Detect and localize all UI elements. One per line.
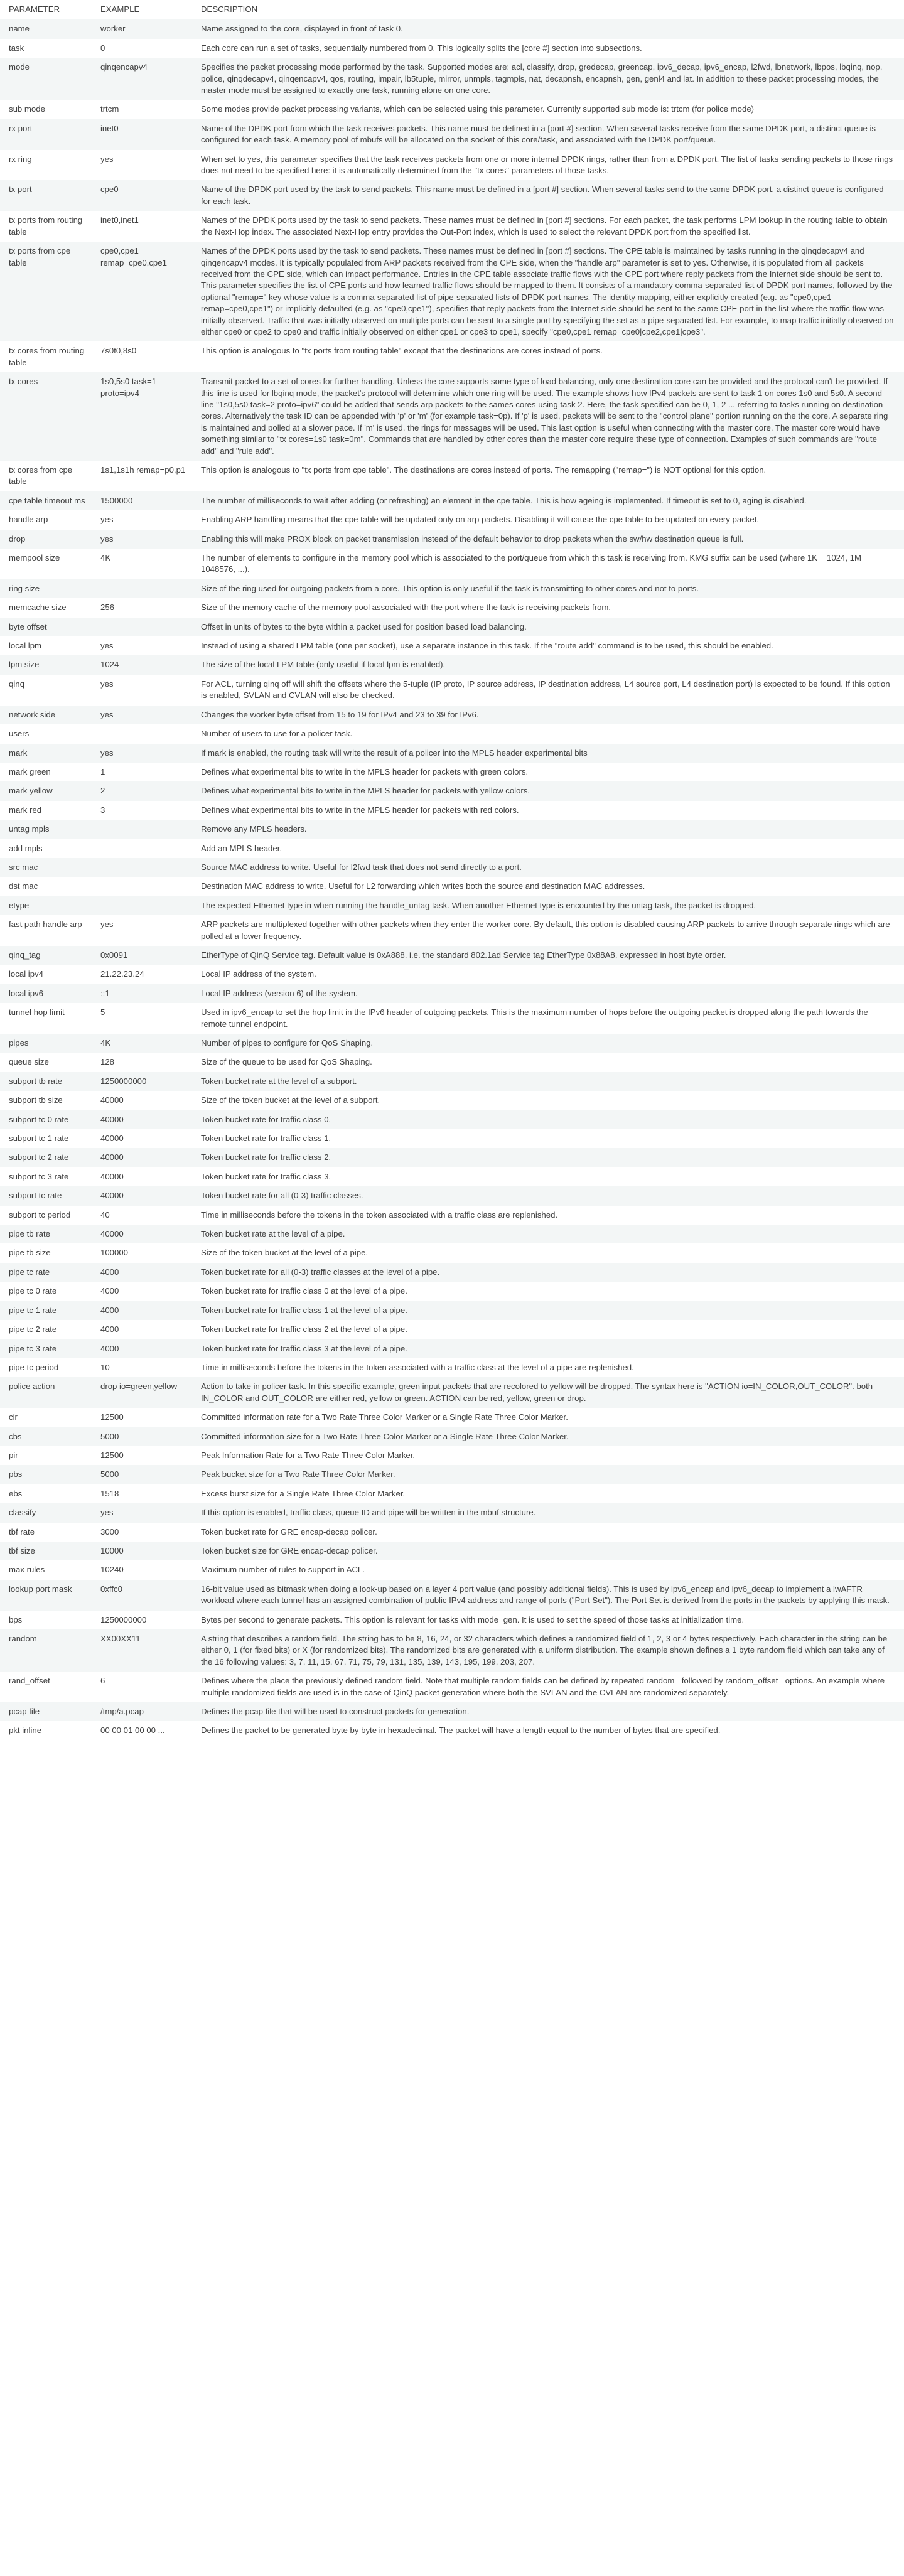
parameter-cell: subport tc 0 rate	[0, 1110, 92, 1129]
example-cell: qinqencapv4	[92, 58, 192, 100]
example-cell: 7s0t0,8s0	[92, 341, 192, 372]
parameter-cell: subport tc 2 rate	[0, 1148, 92, 1167]
table-row	[0, 1072, 904, 1091]
example-cell	[92, 858, 192, 877]
table-row	[0, 1408, 904, 1427]
parameter-cell: mark yellow	[0, 781, 92, 800]
parameter-cell: name	[0, 19, 92, 39]
description-cell: Enabling ARP handling means that the cpe table will be updated only on arp packets. Disabling it will cause the cpe table to be updated on every packet.	[192, 510, 904, 529]
parameter-cell: pipe tc 1 rate	[0, 1301, 92, 1320]
parameter-cell: bps	[0, 1611, 92, 1629]
parameter-cell: tbf size	[0, 1542, 92, 1560]
example-cell: 10000	[92, 1542, 192, 1560]
description-cell: For ACL, turning qinq off will shift the offsets where the 5-tuple (IP proto, IP source address, IP destination address, L4 source port, L4 destination port) is expected to be found. If this option is enabled, SVLAN and CVLAN will also be checked.	[192, 675, 904, 706]
parameter-cell: pipe tc 2 rate	[0, 1320, 92, 1339]
example-cell: 1518	[92, 1484, 192, 1503]
parameter-cell: tx cores from cpe table	[0, 461, 92, 491]
example-cell: inet0	[92, 119, 192, 150]
example-cell: yes	[92, 675, 192, 706]
example-cell: 40000	[92, 1186, 192, 1205]
parameter-cell: sub mode	[0, 100, 92, 119]
description-cell: Token bucket rate for traffic class 3 at the level of a pipe.	[192, 1339, 904, 1358]
description-cell: ARP packets are multiplexed together with other packets when they enter the worker core. By default, this option is disabled causing ARP packets to arrive through separate rings which are polled at a lower frequency.	[192, 915, 904, 946]
table-row	[0, 1702, 904, 1721]
table-row	[0, 1560, 904, 1579]
parameter-cell: subport tc period	[0, 1206, 92, 1225]
description-cell: Size of the queue to be used for QoS Shaping.	[192, 1053, 904, 1071]
parameter-cell: classify	[0, 1503, 92, 1522]
example-cell: 00 00 01 00 00 ...	[92, 1721, 192, 1740]
table-row	[0, 1611, 904, 1629]
table-row	[0, 675, 904, 706]
parameter-cell: tunnel hop limit	[0, 1003, 92, 1034]
parameter-cell: rx port	[0, 119, 92, 150]
description-cell: Offset in units of bytes to the byte within a packet used for position based load balancing.	[192, 618, 904, 636]
table-header-row	[0, 0, 904, 19]
example-cell: drop io=green,yellow	[92, 1377, 192, 1408]
parameter-cell: rand_offset	[0, 1672, 92, 1702]
example-cell: 4K	[92, 1034, 192, 1053]
table-row	[0, 579, 904, 598]
description-cell: Number of users to use for a policer task.	[192, 724, 904, 743]
example-cell: 256	[92, 598, 192, 617]
description-cell: Size of the ring used for outgoing packets from a core. This option is only useful if the task is transmitting to other cores and not to ports.	[192, 579, 904, 598]
description-cell: Defines the packet to be generated byte by byte in hexadecimal. The packet will have a length equal to the number of bytes that are specified.	[192, 1721, 904, 1740]
example-cell: worker	[92, 19, 192, 39]
description-cell: Transmit packet to a set of cores for further handling. Unless the core supports some type of load balancing, only one destination core can be provided and the protocol can't be provided. If this line is used for lbqinq mode, the packet's protocol will determine which one ring will be used. The example shows how IPv4 packets are sent to task 1 on cores 1s0 and 5s0. A second line "1s0,5s0 task=2 proto=ipv6" could be added that sends arp packets to the sames cores using task 2. Here, the task specified can be 0, 1, 2 ... referring to tasks running on destination cores. Alternatively the task ID can be appended with 'p' or 'm' (for example task=0p). If 'p' is used, packets will be sent to the "control plane" portion running on the the core. A separate ring is maintained and polled at a slower pace. If 'm' is used, the rings for messages will be used. This last option is useful when connecting with the master core. The master core would have something similar to "tx cores=1s0 task=0m". Commands that are handled by other cores than the master core require these type of connection. Examples of such commands are "route add" and "rule add".	[192, 372, 904, 461]
description-cell: Time in milliseconds before the tokens in the token associated with a traffic class are replenished.	[192, 1206, 904, 1225]
parameter-cell: pipe tc rate	[0, 1263, 92, 1282]
table-row	[0, 896, 904, 915]
example-cell: 0	[92, 39, 192, 58]
parameter-cell: queue size	[0, 1053, 92, 1071]
description-cell: Defines what experimental bits to write in the MPLS header for packets with green colors.	[192, 763, 904, 781]
example-cell: 40000	[92, 1110, 192, 1129]
table-row	[0, 1320, 904, 1339]
parameter-cell: pipe tc 0 rate	[0, 1282, 92, 1301]
parameter-cell: local ipv4	[0, 965, 92, 984]
example-cell: 40000	[92, 1129, 192, 1148]
parameter-cell: pbs	[0, 1465, 92, 1484]
example-cell: 4000	[92, 1320, 192, 1339]
example-cell: 0x0091	[92, 946, 192, 965]
example-cell: 6	[92, 1672, 192, 1702]
table-row	[0, 877, 904, 896]
table-row	[0, 510, 904, 529]
example-cell: yes	[92, 744, 192, 763]
parameter-cell: subport tc 3 rate	[0, 1167, 92, 1186]
description-cell: EtherType of QinQ Service tag. Default value is 0xA888, i.e. the standard 802.1ad Service tag EtherType 0x88A8, expressed in host byte order.	[192, 946, 904, 965]
parameter-cell: subport tb rate	[0, 1072, 92, 1091]
parameter-cell: tx port	[0, 180, 92, 211]
parameter-cell: pcap file	[0, 1702, 92, 1721]
example-cell: /tmp/a.pcap	[92, 1702, 192, 1721]
description-cell: Bytes per second to generate packets. This option is relevant for tasks with mode=gen. It is used to set the speed of those tasks at initialization time.	[192, 1611, 904, 1629]
table-row	[0, 100, 904, 119]
example-cell: 12500	[92, 1408, 192, 1427]
description-cell: Committed information rate for a Two Rate Three Color Marker or a Single Rate Three Color Marker.	[192, 1408, 904, 1427]
table-row	[0, 636, 904, 655]
parameter-cell: pkt inline	[0, 1721, 92, 1740]
description-cell: Token bucket rate for traffic class 2 at the level of a pipe.	[192, 1320, 904, 1339]
description-cell: A string that describes a random field. The string has to be 8, 16, 24, or 32 characters which defines a randomized field of 1, 2, 3 or 4 bytes respectively. Each character in the string can be either 0, 1 (for fixed bits) or X (for randomized bits). The randomized bits are generated with a uniform distribution. The example shown defines a 1 byte random field which can take any of the 16 following values: 3, 7, 11, 15, 67, 71, 75, 79, 131, 135, 139, 143, 195, 199, 203, 207.	[192, 1629, 904, 1672]
description-cell: The size of the local LPM table (only useful if local lpm is enabled).	[192, 655, 904, 674]
parameter-cell: handle arp	[0, 510, 92, 529]
description-cell: Specifies the packet processing mode performed by the task. Supported modes are: acl, classify, drop, gredecap, greencap, ipv6_decap, ipv6_encap, l2fwd, lbnetwork, lbpos, lbqinq, nop, police, qinqdecapv4, qinqencapv4, qos, routing, impair, lb5tuple, mirror, unmpls, tagmpls, nat, decapnsh, encapnsh, gen, genl4 and lat. In addition to these packet processing modes, the master mode must be assigned to exactly one task, running alone on one core.	[192, 58, 904, 100]
example-cell	[92, 877, 192, 896]
example-cell: yes	[92, 1503, 192, 1522]
parameter-cell: users	[0, 724, 92, 743]
example-cell: 128	[92, 1053, 192, 1071]
description-cell: Names of the DPDK ports used by the task to send packets. These names must be defined in [port #] sections. The CPE table is maintained by tasks running in the qinqdecapv4 and qinqencapv4 modes. It is typically populated from ARP packets received from the CPE side, when the "handle arp" parameter is set to yes. Otherwise, it is populated from all packets received from the CPE side, which can impact performance. Entries in the CPE table associate traffic flows with the CPE port where reply packets from the Internet side should be sent to. This parameter specifies the list of CPE ports and how learned traffic flows should be mapped to them. It consists of a mandatory comma-separated list of DPDK port names, followed by the optional "remap=" key whose value is a comma-separated list of pipe-separated lists of DPDK port names. The identity mapping, either explicitly created (e.g. as "cpe0,cpe1 remap=cpe0,cpe1") or implicitly defaulted (e.g. as "cpe0,cpe1"), specifies that reply packets from the Internet side should be sent to the same CPE port in the list where the traffic flow was initially observed. Traffic that was initially observed on multiple ports can be sent to a single port by specifying the set as a pipe-separated list. For example, to map traffic initially observed on either cpe0 or cpe2 to cpe0 and traffic initially observed on either cpe1 or cpe3 to cpe1, specify "cpe0,cpe1 remap=cpe0|cpe2,cpe1|cpe3".	[192, 242, 904, 341]
description-cell: Add an MPLS header.	[192, 839, 904, 858]
parameter-cell: subport tc 1 rate	[0, 1129, 92, 1148]
description-cell: Defines where the place the previously defined random field. Note that multiple random fields can be defined by repeated random= followed by random_offset= options. An example where multiple randomized fields are used is in the case of QinQ packet generation where both the SVLAN and the CVLAN are randomized separately.	[192, 1672, 904, 1702]
parameter-cell: mark green	[0, 763, 92, 781]
description-cell: Used in ipv6_encap to set the hop limit in the IPv6 header of outgoing packets. This is the maximum number of hops before the outgoing packet is dropped along the path towards the remote tunnel endpoint.	[192, 1003, 904, 1034]
example-cell: cpe0	[92, 180, 192, 211]
example-cell: yes	[92, 915, 192, 946]
header-description: DESCRIPTION	[192, 0, 904, 19]
description-cell: Token bucket rate for all (0-3) traffic classes at the level of a pipe.	[192, 1263, 904, 1282]
table-row	[0, 1465, 904, 1484]
example-cell: 4K	[92, 549, 192, 579]
description-cell: Excess burst size for a Single Rate Three Color Marker.	[192, 1484, 904, 1503]
parameter-cell: pir	[0, 1446, 92, 1465]
example-cell: 3	[92, 801, 192, 820]
table-row	[0, 491, 904, 510]
parameter-cell: cpe table timeout ms	[0, 491, 92, 510]
example-cell: 5000	[92, 1427, 192, 1446]
table-row	[0, 1542, 904, 1560]
table-row	[0, 180, 904, 211]
table-row	[0, 1148, 904, 1167]
example-cell: yes	[92, 706, 192, 724]
example-cell: 2	[92, 781, 192, 800]
parameter-cell: police action	[0, 1377, 92, 1408]
example-cell: inet0,inet1	[92, 211, 192, 242]
description-cell: Time in milliseconds before the tokens in the token associated with a traffic class at the level of a pipe are replenished.	[192, 1358, 904, 1377]
description-cell: Size of the token bucket at the level of a pipe.	[192, 1243, 904, 1262]
table-row	[0, 1523, 904, 1542]
example-cell	[92, 579, 192, 598]
parameter-cell: subport tc rate	[0, 1186, 92, 1205]
description-cell: Local IP address of the system.	[192, 965, 904, 984]
description-cell: Enabling this will make PROX block on packet transmission instead of the default behavior to drop packets when the sw/hw destination queue is full.	[192, 530, 904, 549]
parameter-cell: drop	[0, 530, 92, 549]
parameter-cell: tx ports from cpe table	[0, 242, 92, 341]
table-row	[0, 946, 904, 965]
parameter-cell: random	[0, 1629, 92, 1672]
header-parameter: PARAMETER	[0, 0, 92, 19]
description-cell: Number of pipes to configure for QoS Shaping.	[192, 1034, 904, 1053]
description-cell: Instead of using a shared LPM table (one per socket), use a separate instance in this task. If the "route add" command is to be used, this should be enabled.	[192, 636, 904, 655]
example-cell: 1500000	[92, 491, 192, 510]
description-cell: Token bucket rate for traffic class 3.	[192, 1167, 904, 1186]
parameter-cell: dst mac	[0, 877, 92, 896]
table-row	[0, 724, 904, 743]
example-cell: 12500	[92, 1446, 192, 1465]
table-row	[0, 820, 904, 839]
table-body	[0, 19, 904, 1741]
example-cell: 1250000000	[92, 1611, 192, 1629]
description-cell: Token bucket rate for traffic class 0 at the level of a pipe.	[192, 1282, 904, 1301]
description-cell: The number of elements to configure in the memory pool which is associated to the port/queue from which this task is receiving from. KMG suffix can be used (where 1K = 1024, 1M = 1048576, ...).	[192, 549, 904, 579]
example-cell: 40000	[92, 1167, 192, 1186]
table-row	[0, 744, 904, 763]
example-cell: 4000	[92, 1263, 192, 1282]
table-row	[0, 58, 904, 100]
example-cell: 1250000000	[92, 1072, 192, 1091]
description-cell: Size of the memory cache of the memory pool associated with the port where the task is receiving packets from.	[192, 598, 904, 617]
table-row	[0, 1484, 904, 1503]
table-row	[0, 763, 904, 781]
description-cell: When set to yes, this parameter specifies that the task receives packets from one or more internal DPDK rings, rather than from a DPDK port. The list of tasks sending packets to those rings does not need to be specified here: it is automatically determined from the "tx cores" parameters of those tasks.	[192, 150, 904, 181]
example-cell	[92, 820, 192, 839]
table-row	[0, 1377, 904, 1408]
description-cell: Peak bucket size for a Two Rate Three Color Marker.	[192, 1465, 904, 1484]
example-cell: yes	[92, 150, 192, 181]
example-cell: 4000	[92, 1282, 192, 1301]
table-row	[0, 1358, 904, 1377]
description-cell: Token bucket rate at the level of a subport.	[192, 1072, 904, 1091]
table-row	[0, 1129, 904, 1148]
description-cell: Some modes provide packet processing variants, which can be selected using this parameter. Currently supported sub mode is: trtcm (for police mode)	[192, 100, 904, 119]
example-cell: cpe0,cpe1 remap=cpe0,cpe1	[92, 242, 192, 341]
description-cell: Token bucket rate at the level of a pipe.	[192, 1225, 904, 1243]
parameter-cell: cir	[0, 1408, 92, 1427]
parameter-cell: rx ring	[0, 150, 92, 181]
table-row	[0, 1225, 904, 1243]
parameter-cell: subport tb size	[0, 1091, 92, 1110]
description-cell: Name assigned to the core, displayed in front of task 0.	[192, 19, 904, 39]
description-cell: Name of the DPDK port used by the task to send packets. This name must be defined in a [port #] section. When several tasks send to the same DPDK port, a distinct queue is configured for each task.	[192, 180, 904, 211]
description-cell: Destination MAC address to write. Useful for L2 forwarding which writes both the source and destination MAC addresses.	[192, 877, 904, 896]
parameter-cell: mark red	[0, 801, 92, 820]
example-cell: ::1	[92, 984, 192, 1003]
description-cell: The expected Ethernet type in when running the handle_untag task. When another Ethernet type is encounted by the untag task, the packet is dropped.	[192, 896, 904, 915]
parameter-cell: byte offset	[0, 618, 92, 636]
parameter-cell: local ipv6	[0, 984, 92, 1003]
parameter-cell: untag mpls	[0, 820, 92, 839]
example-cell: 4000	[92, 1301, 192, 1320]
example-cell	[92, 724, 192, 743]
parameter-cell: etype	[0, 896, 92, 915]
description-cell: Defines what experimental bits to write in the MPLS header for packets with yellow colors.	[192, 781, 904, 800]
parameter-cell: fast path handle arp	[0, 915, 92, 946]
example-cell: yes	[92, 636, 192, 655]
table-row	[0, 341, 904, 372]
table-row	[0, 1446, 904, 1465]
parameter-cell: tx ports from routing table	[0, 211, 92, 242]
description-cell: Defines what experimental bits to write in the MPLS header for packets with red colors.	[192, 801, 904, 820]
table-row	[0, 150, 904, 181]
parameter-cell: mode	[0, 58, 92, 100]
parameter-cell: tbf rate	[0, 1523, 92, 1542]
description-cell: Maximum number of rules to support in ACL.	[192, 1560, 904, 1579]
description-cell: Token bucket rate for traffic class 1.	[192, 1129, 904, 1148]
parameter-cell: ring size	[0, 579, 92, 598]
description-cell: Local IP address (version 6) of the system.	[192, 984, 904, 1003]
table-row	[0, 211, 904, 242]
table-row	[0, 1034, 904, 1053]
table-row	[0, 965, 904, 984]
table-row	[0, 1339, 904, 1358]
table-row	[0, 530, 904, 549]
table-row	[0, 242, 904, 341]
parameter-cell: pipe tb rate	[0, 1225, 92, 1243]
table-row	[0, 1263, 904, 1282]
example-cell: 5	[92, 1003, 192, 1034]
example-cell: 21.22.23.24	[92, 965, 192, 984]
parameter-cell: lpm size	[0, 655, 92, 674]
example-cell: 100000	[92, 1243, 192, 1262]
description-cell: The number of milliseconds to wait after adding (or refreshing) an element in the cpe table. This is how ageing is implemented. If timeout is set to 0, aging is disabled.	[192, 491, 904, 510]
table-row	[0, 1629, 904, 1672]
example-cell: XX00XX11	[92, 1629, 192, 1672]
example-cell: 1024	[92, 655, 192, 674]
parameter-cell: lookup port mask	[0, 1580, 92, 1611]
parameter-cell: mempool size	[0, 549, 92, 579]
parameter-cell: pipe tb size	[0, 1243, 92, 1262]
description-cell: Token bucket rate for traffic class 0.	[192, 1110, 904, 1129]
table-row	[0, 598, 904, 617]
description-cell: Token bucket size for GRE encap-decap policer.	[192, 1542, 904, 1560]
description-cell: Each core can run a set of tasks, sequentially numbered from 0. This logically splits the [core #] section into subsections.	[192, 39, 904, 58]
example-cell: 5000	[92, 1465, 192, 1484]
parameter-cell: qinq_tag	[0, 946, 92, 965]
example-cell: 1s1,1s1h remap=p0,p1	[92, 461, 192, 491]
description-cell: This option is analogous to "tx ports from cpe table". The destinations are cores instead of ports. The remapping ("remap=") is NOT optional for this option.	[192, 461, 904, 491]
table-row	[0, 1053, 904, 1071]
table-row	[0, 549, 904, 579]
parameter-cell: ebs	[0, 1484, 92, 1503]
example-cell: 3000	[92, 1523, 192, 1542]
table-row	[0, 1503, 904, 1522]
description-cell: Remove any MPLS headers.	[192, 820, 904, 839]
table-row	[0, 1167, 904, 1186]
parameter-cell: tx cores	[0, 372, 92, 461]
description-cell: Action to take in policer task. In this specific example, green input packets that are recolored to yellow will be dropped. The syntax here is "ACTION io=IN_COLOR,OUT_COLOR". both IN_COLOR and OUT_COLOR are either red, yellow or green. ACTION can be red, yellow, green or drop.	[192, 1377, 904, 1408]
example-cell: 4000	[92, 1339, 192, 1358]
description-cell: Defines the pcap file that will be used to construct packets for generation.	[192, 1702, 904, 1721]
parameter-cell: cbs	[0, 1427, 92, 1446]
description-cell: This option is analogous to "tx ports from routing table" except that the destinations are cores instead of ports.	[192, 341, 904, 372]
example-cell	[92, 839, 192, 858]
parameter-cell: add mpls	[0, 839, 92, 858]
description-cell: Size of the token bucket at the level of a subport.	[192, 1091, 904, 1110]
table-row	[0, 1721, 904, 1740]
description-cell: Token bucket rate for traffic class 2.	[192, 1148, 904, 1167]
parameter-cell: local lpm	[0, 636, 92, 655]
table-row	[0, 984, 904, 1003]
example-cell: 1	[92, 763, 192, 781]
description-cell: Changes the worker byte offset from 15 to 19 for IPv4 and 23 to 39 for IPv6.	[192, 706, 904, 724]
parameter-cell: network side	[0, 706, 92, 724]
parameter-cell: pipe tc 3 rate	[0, 1339, 92, 1358]
parameter-cell: memcache size	[0, 598, 92, 617]
example-cell	[92, 618, 192, 636]
table-row	[0, 19, 904, 39]
parameter-cell: mark	[0, 744, 92, 763]
description-cell: Token bucket rate for GRE encap-decap policer.	[192, 1523, 904, 1542]
description-cell: Token bucket rate for all (0-3) traffic classes.	[192, 1186, 904, 1205]
example-cell: yes	[92, 510, 192, 529]
table-row	[0, 1301, 904, 1320]
table-row	[0, 655, 904, 674]
table-row	[0, 1282, 904, 1301]
table-row	[0, 858, 904, 877]
example-cell: 40	[92, 1206, 192, 1225]
table-row	[0, 1427, 904, 1446]
description-cell: Name of the DPDK port from which the task receives packets. This name must be defined in a [port #] section. When several tasks receive from the same DPDK port, a distinct queue is configured for each task. A memory pool of mbufs will be allocated on the socket of this core/task, and associated with the DPDK port/queue.	[192, 119, 904, 150]
description-cell: Token bucket rate for traffic class 1 at the level of a pipe.	[192, 1301, 904, 1320]
parameter-cell: pipes	[0, 1034, 92, 1053]
parameter-cell: max rules	[0, 1560, 92, 1579]
parameter-cell: task	[0, 39, 92, 58]
parameter-cell: pipe tc period	[0, 1358, 92, 1377]
table-row	[0, 119, 904, 150]
table-row	[0, 1206, 904, 1225]
table-row	[0, 1003, 904, 1034]
table-row	[0, 1091, 904, 1110]
example-cell: trtcm	[92, 100, 192, 119]
table-row	[0, 781, 904, 800]
description-cell: Names of the DPDK ports used by the task to send packets. These names must be defined in [port #] sections. For each packet, the task performs LPM lookup in the routing table to obtain the Next-Hop index. The associated Next-Hop entry provides the Out-Port index, which is used to select the relevant DPDK port from the specified list.	[192, 211, 904, 242]
table-row	[0, 839, 904, 858]
table-row	[0, 1110, 904, 1129]
table-row	[0, 1672, 904, 1702]
example-cell: 40000	[92, 1091, 192, 1110]
description-cell: Committed information size for a Two Rate Three Color Marker or a Single Rate Three Color Marker.	[192, 1427, 904, 1446]
table-row	[0, 801, 904, 820]
table-row	[0, 706, 904, 724]
description-cell: Source MAC address to write. Useful for l2fwd task that does not send directly to a port.	[192, 858, 904, 877]
description-cell: 16-bit value used as bitmask when doing a look-up based on a layer 4 port value (and possibly additional fields). This is used by ipv6_encap and ipv6_decap to implement a lwAFTR workload where each tunnel has an assigned combination of public IPv4 address and range of ports ("Port Set"). The Port Set is derived from the ports in the packets by applying this mask.	[192, 1580, 904, 1611]
example-cell: 0xffc0	[92, 1580, 192, 1611]
example-cell: 10240	[92, 1560, 192, 1579]
table-row	[0, 372, 904, 461]
table-row	[0, 39, 904, 58]
description-cell: If mark is enabled, the routing task will write the result of a policer into the MPLS header experimental bits	[192, 744, 904, 763]
description-cell: If this option is enabled, traffic class, queue ID and pipe will be written in the mbuf structure.	[192, 1503, 904, 1522]
table-row	[0, 915, 904, 946]
table-row	[0, 1186, 904, 1205]
example-cell: 1s0,5s0 task=1 proto=ipv4	[92, 372, 192, 461]
parameter-cell: src mac	[0, 858, 92, 877]
example-cell: yes	[92, 530, 192, 549]
table-row	[0, 1580, 904, 1611]
parameter-cell: tx cores from routing table	[0, 341, 92, 372]
example-cell	[92, 896, 192, 915]
example-cell: 10	[92, 1358, 192, 1377]
parameter-cell: qinq	[0, 675, 92, 706]
example-cell: 40000	[92, 1148, 192, 1167]
header-example: EXAMPLE	[92, 0, 192, 19]
table-row	[0, 461, 904, 491]
example-cell: 40000	[92, 1225, 192, 1243]
table-row	[0, 618, 904, 636]
description-cell: Peak Information Rate for a Two Rate Three Color Marker.	[192, 1446, 904, 1465]
table-row	[0, 1243, 904, 1262]
